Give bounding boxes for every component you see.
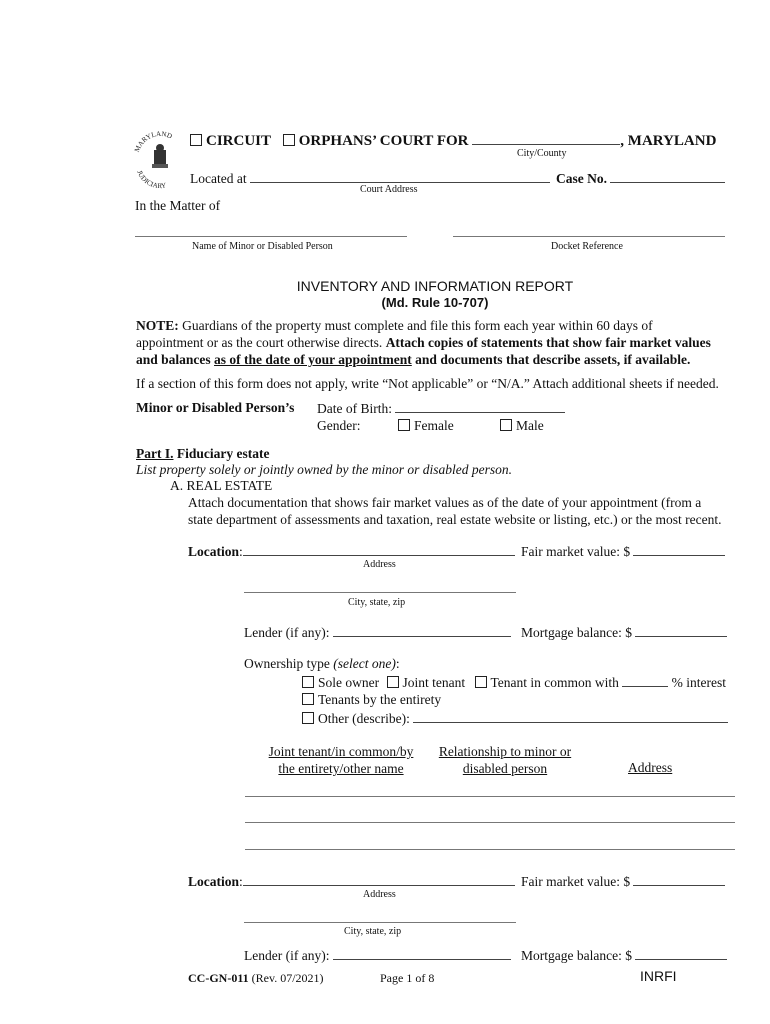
male-option[interactable] [500,418,544,434]
sole-owner-label: Sole owner [318,675,380,690]
na-instruction: If a section of this form does not apply, write “Not applicable” or “N/A.” Attach additional sheets if needed. [136,376,719,391]
col-name-header [258,743,424,777]
ownership-label: Ownership type [244,656,334,671]
case-no-field[interactable] [610,170,725,183]
note-bold-3b: and documents that describe assets, if available. [411,352,691,367]
address-caption-2: Address [363,889,396,900]
tenant-common-label: Tenant in common with [490,675,619,690]
name-field[interactable] [135,236,407,237]
female-label: Female [414,418,454,433]
court-header [190,132,716,150]
name-label: Name of Minor or Disabled Person [192,241,333,252]
part1-title: Fiduciary estate [173,446,270,461]
col-name-line-2: the entirety/other name [278,761,404,776]
circuit-checkbox[interactable] [190,134,202,146]
orphans-label: ORPHANS’ COURT FOR [298,133,469,149]
sole-owner-checkbox[interactable] [302,676,314,688]
entirety-checkbox[interactable] [302,693,314,705]
interest-field[interactable] [622,674,668,687]
case-no-row [556,170,725,187]
dob-row [317,400,565,417]
case-no-label: Case No. [556,171,607,186]
lender-label-2: Lender (if any): [244,948,330,963]
note-bold-2: Attach copies of statements that show fair market values [385,335,711,350]
note-label: NOTE: [136,318,179,333]
form-code-footer: INRFI [640,968,677,984]
joint-tenant-checkbox[interactable] [387,676,399,688]
gender-label: Gender: [317,418,361,433]
select-one-label: (select one) [333,656,396,671]
part1-heading [136,446,269,462]
court-address-label: Court Address [360,184,418,195]
city-caption-2: City, state, zip [344,926,402,937]
form-number [188,971,324,986]
fmv-label-1: Fair market value: $ [521,544,631,559]
section-a-heading: A. REAL ESTATE [170,478,273,493]
part1-subtitle: List property solely or jointly owned by the minor or disabled person. [136,462,512,477]
in-the-matter-label: In the Matter of [135,198,221,213]
table-row-1[interactable] [245,796,735,797]
male-label: Male [516,418,544,433]
other-field[interactable] [413,710,728,723]
mortgage-row-1 [521,624,727,641]
fmv-row-1 [521,543,725,560]
col-rel-line-1: Relationship to minor or [438,744,572,759]
dob-label: Date of Birth: [317,401,392,416]
mortgage-field-1[interactable] [635,624,727,637]
entirety-label: Tenants by the entirety [318,692,442,707]
maryland-label: , MARYLAND [620,133,717,149]
circuit-label: CIRCUIT [206,133,272,149]
female-checkbox[interactable] [398,419,410,431]
col-address-header [628,760,672,776]
form-code: CC-GN-011 [188,971,249,985]
city-caption-1: City, state, zip [348,597,406,608]
note-line-1 [136,318,653,334]
table-row-2[interactable] [245,822,735,823]
person-label: Minor or Disabled Person’s [136,400,295,415]
other-checkbox[interactable] [302,712,314,724]
city-county-label: City/County [517,148,567,159]
city-county-field[interactable] [472,132,620,145]
rule-reference: (Md. Rule 10-707) [381,295,489,310]
interest-label: % interest [671,675,727,690]
fmv-row-2 [521,873,725,890]
note-bold-3u: as of the date of your appointment [214,352,412,367]
fmv-label-2: Fair market value: $ [521,874,631,889]
location-field-1[interactable] [243,543,515,556]
male-checkbox[interactable] [500,419,512,431]
note-line-3 [136,352,690,368]
location-row-1: Location: [188,543,515,560]
attach-line-2: state department of assessments and taxation, real estate website or listing, etc.) or the most recent. [188,512,722,527]
note-bold-3a: and balances [136,352,215,367]
col-name-line-1: Joint tenant/in common/by [268,744,414,759]
dob-field[interactable] [395,400,565,413]
ownership-row-1 [302,674,726,691]
docket-field[interactable] [453,236,725,237]
lender-row-1 [244,624,511,641]
page-number: Page 1 of 8 [380,971,435,985]
svg-text:JUDICIARY: JUDICIARY [135,169,167,191]
page-title: INVENTORY AND INFORMATION REPORT [296,278,574,294]
col-rel-line-2: disabled person [462,761,548,776]
svg-text:MARYLAND: MARYLAND [132,129,174,154]
part1-number: Part I. [136,446,174,461]
fmv-field-1[interactable] [633,543,725,556]
orphans-checkbox[interactable] [283,134,295,146]
joint-tenant-label: Joint tenant [402,675,466,690]
form-revision: (Rev. 07/2021) [248,971,324,985]
tenant-common-checkbox[interactable] [475,676,487,688]
mortgage-label-2: Mortgage balance: $ [521,948,632,963]
note-text-2: appointment or as the court otherwise directs. [136,335,386,350]
docket-label: Docket Reference [551,241,623,252]
col-relationship-header [432,743,578,777]
location-field-2[interactable] [243,873,515,886]
city-field-2[interactable] [244,922,516,923]
lender-field-1[interactable] [333,624,511,637]
lender-field-2[interactable] [333,947,511,960]
located-at-label: Located at [190,171,247,186]
other-label: Other (describe): [318,711,410,726]
lender-row-2 [244,947,511,964]
ownership-row-3 [302,710,728,727]
note-text-1: Guardians of the property must complete and file this form each year within 60 days of [178,318,653,333]
fmv-field-2[interactable] [633,873,725,886]
table-row-3[interactable] [245,849,735,850]
col-address-label: Address [628,760,673,775]
mortgage-label-1: Mortgage balance: $ [521,625,632,640]
court-address-field[interactable] [250,170,550,183]
mortgage-field-2[interactable] [635,947,727,960]
location-label-2: Location [188,874,240,889]
attach-line-1: Attach documentation that shows fair market values as of the date of your appointment (from a [188,495,702,510]
location-row-2: Location: [188,873,515,890]
mortgage-row-2 [521,947,727,964]
ownership-heading: Ownership type (select one): [244,656,400,671]
maryland-judiciary-seal [130,128,190,192]
location-label-1: Location [188,544,240,559]
note-line-2 [136,335,711,351]
female-option[interactable] [398,418,454,434]
city-field-1[interactable] [244,592,516,593]
lender-label-1: Lender (if any): [244,625,330,640]
address-caption-1: Address [363,559,396,570]
ownership-row-2 [302,692,441,708]
